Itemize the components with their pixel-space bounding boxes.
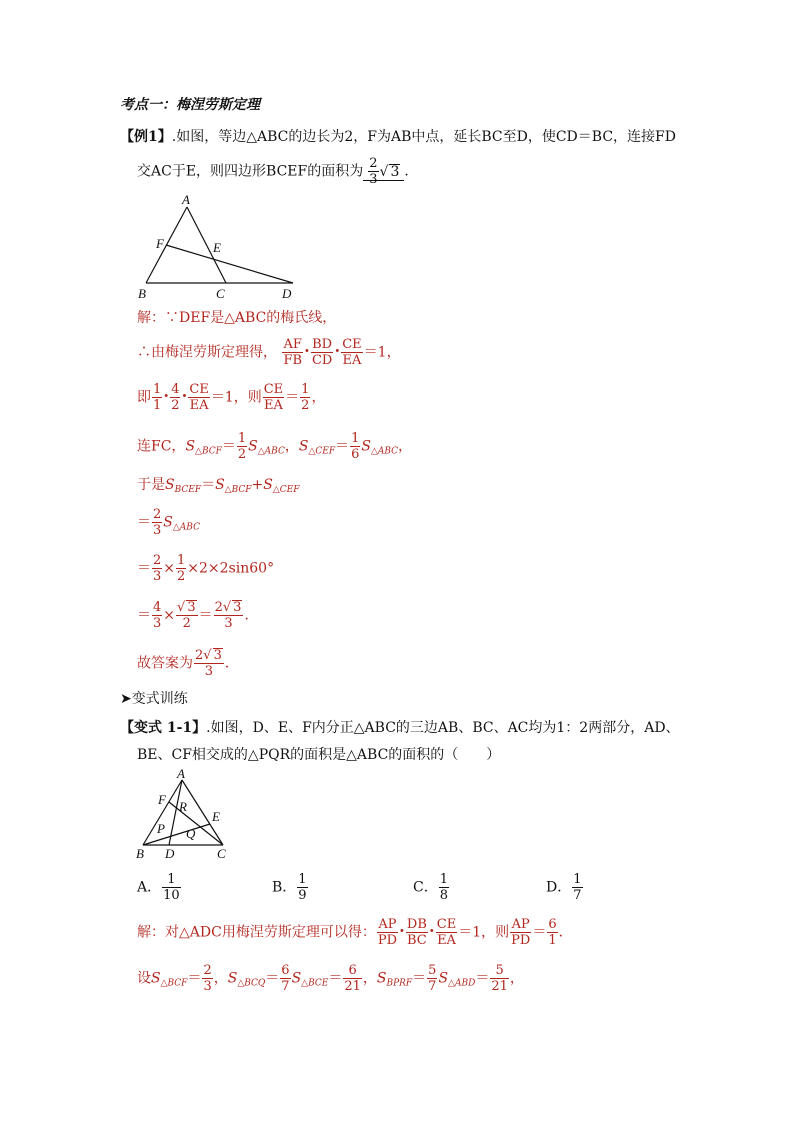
option-c[interactable] xyxy=(413,872,450,903)
area-sub: △ABC xyxy=(370,446,399,457)
frac-den: 3 xyxy=(153,616,162,631)
option-letter: C． xyxy=(413,879,438,896)
label-A: A xyxy=(182,192,190,207)
label-F: F xyxy=(158,792,166,807)
vsol-line1-mid: ＝1，则 xyxy=(458,924,510,941)
sol1-line3-mid: ＝1，则 xyxy=(210,389,262,406)
frac-num: 6 xyxy=(548,917,557,932)
frac-den: 9 xyxy=(298,888,307,903)
frac-den: EA xyxy=(437,933,456,948)
frac-den: 1 xyxy=(153,398,162,413)
frac-den: 7 xyxy=(573,888,582,903)
sol1-line3-pre: 即 xyxy=(137,389,151,406)
sol1-line6: ＝ $\frac{2}{3}$ $S_{\triangle ABC}$ xyxy=(137,507,200,538)
area-sub: △BCE xyxy=(301,978,329,989)
frac-num: CE xyxy=(342,337,362,352)
frac-num: AP xyxy=(378,917,397,932)
frac-num: 5 xyxy=(428,963,437,978)
option-d[interactable] xyxy=(546,872,584,903)
frac-den: EA xyxy=(264,398,283,413)
frac-den: PD xyxy=(511,933,531,948)
label-B: B xyxy=(138,286,146,301)
area-sub: △ABC xyxy=(257,446,285,457)
variant1-tag: 【变式 1-1】 xyxy=(120,720,207,736)
label-E: E xyxy=(213,240,221,255)
frac-den: 2 xyxy=(237,447,247,462)
coef: 2 xyxy=(214,600,223,615)
example1-text2: 交AC于E，则四边形BCEF的面积为 xyxy=(137,163,364,180)
frac-num: 1 xyxy=(439,872,448,887)
area-sub: △CEF xyxy=(272,485,300,495)
example1-tag: 【例1】 xyxy=(120,129,172,145)
sol1-line2-end: ＝1， xyxy=(363,344,401,361)
label-C: C xyxy=(216,286,225,301)
answer-num: 2 xyxy=(369,156,378,171)
sol1-line2-text: ∴由梅涅劳斯定理得， xyxy=(137,344,277,361)
sol1-line7-tail: ×2×2sin60° xyxy=(187,560,275,577)
sol1-line1: 解：∵DEF是△ABC的梅氏线， xyxy=(137,310,337,326)
label-A: A xyxy=(177,766,185,781)
example1-answer: $\frac{2}{3}$ √ 3 xyxy=(363,164,404,181)
sol1-line7: ＝ $\frac{2}{3}$ × $\frac{1}{2}$ ×2×2sin60° xyxy=(137,553,275,584)
edge-FD xyxy=(166,245,293,283)
answer-rad: 3 xyxy=(390,163,400,180)
area-sub: BCEF xyxy=(174,485,202,495)
frac-den: 10 xyxy=(163,888,180,903)
label-E: E xyxy=(212,809,220,824)
option-letter: B． xyxy=(272,879,297,896)
vsol-line1-pre: 解：对△ADC用梅涅劳斯定理可以得： xyxy=(137,924,376,941)
vsol-line1: 解：对△ADC用梅涅劳斯定理可以得： $\frac{AP}{PD}$ • $\frac{DB}{BC}$ • $\frac{CE}{EA}$ ＝1，则 $\frac{AP}{PD}$ ＝ $\frac{6}{1}$ ． xyxy=(137,917,573,948)
frac-den: 6 xyxy=(351,447,360,462)
variant1-line1 xyxy=(120,718,680,738)
radicand: 3 xyxy=(187,600,196,615)
frac-den: 2 xyxy=(177,569,186,584)
variant1-text1: .如图，D、E、F内分正△ABC的三边AB、BC、AC均为1：2两部分，AD、 xyxy=(206,720,680,736)
frac-num: CE xyxy=(189,382,209,397)
example1-figure xyxy=(130,190,310,305)
area-sub: △ABC xyxy=(172,522,200,533)
frac-num: 6 xyxy=(281,963,290,978)
label-D: D xyxy=(165,846,175,861)
label-Q: Q xyxy=(186,826,196,841)
frac-den: EA xyxy=(342,353,362,368)
coef: 2 xyxy=(195,648,204,663)
frac-den: 3 xyxy=(203,979,212,994)
area-sub: △BCF xyxy=(195,446,222,457)
label-C: C xyxy=(217,846,226,861)
area-sub: △ABD xyxy=(448,978,476,989)
frac-den: EA xyxy=(189,398,209,413)
label-P: P xyxy=(157,821,165,836)
frac-den: 2 xyxy=(182,616,191,631)
sol1-line9-pre: 故答案为 xyxy=(137,655,193,672)
area-sub: △BCQ xyxy=(237,978,266,989)
option-b[interactable] xyxy=(272,872,309,903)
area-symbol: S xyxy=(185,438,196,455)
vsol-line1-end: ． xyxy=(558,924,573,941)
section-heading: 考点一：梅涅劳斯定理 xyxy=(120,97,260,113)
example1-text1: .如图，等边△ABC的边长为2，F为AB中点，延长BC至D，使CD＝BC，连接FD xyxy=(171,129,676,145)
frac-den: 7 xyxy=(281,979,290,994)
frac-num: 1 xyxy=(237,431,247,446)
vsol-line2: 设$S_{\triangle BCF}=$ $\frac{2}{3}$ ，$S_{\triangle BCQ}=$ $\frac{6}{7}$ $S_{\triangle BCE}=$ $\frac{6}{21}$ ，$S_{BPRF}=$ $\frac{5}{7}$ $S_{\triangle ABD}=$ $\frac{5}{21}$ ， xyxy=(137,963,524,994)
frac-num: 1 xyxy=(301,382,310,397)
example1-line2 xyxy=(137,156,418,187)
frac-num: 1 xyxy=(298,872,307,887)
frac-num: 4 xyxy=(171,382,180,397)
sol1-line3-end: ， xyxy=(311,389,326,406)
frac-den: 8 xyxy=(439,888,448,903)
option-letter: A． xyxy=(137,879,162,896)
area-sub: △BCF xyxy=(160,978,188,989)
sol1-line5: 于是$S_{BCEF}=S_{\triangle BCF}+S_{\triangle CEF}$ xyxy=(137,477,300,495)
frac-num: DB xyxy=(406,917,427,932)
variant1-figure xyxy=(130,765,240,865)
example1-text2-end: ． xyxy=(404,163,419,180)
variant-heading: ➤变式训练 xyxy=(120,691,188,707)
sol1-line4: 连FC，$S_{\triangle BCF}=$ $\frac{1}{2}$ $S_{\triangle ABC}$，$S_{\triangle CEF}=$ $\frac{1}{6}$ $S_{\triangle ABC}$， xyxy=(137,431,413,462)
frac-den: 3 xyxy=(224,616,233,631)
frac-den: 2 xyxy=(171,398,180,413)
frac-den: 3 xyxy=(204,664,214,679)
frac-den: CD xyxy=(311,353,333,368)
sol1-line2: ∴由梅涅劳斯定理得， $\frac{AF}{FB}$ • $\frac{BD}{CD}$ • $\frac{CE}{EA}$ ＝1， xyxy=(137,337,401,368)
option-a[interactable] xyxy=(137,872,182,903)
sol1-line3: 即 $\frac{1}{1}$ • $\frac{4}{2}$ • $\frac{CE}{EA}$ ＝1，则 $\frac{CE}{EA}$ ＝ $\frac{1}{2}$ ， xyxy=(137,382,326,413)
frac-num: 1 xyxy=(351,431,360,446)
frac-num: 1 xyxy=(573,872,582,887)
frac-den: 7 xyxy=(428,979,437,994)
area-symbol: S xyxy=(298,438,309,455)
frac-num: 4 xyxy=(153,600,162,615)
frac-num: 2 xyxy=(153,507,162,522)
option-letter: D． xyxy=(546,879,572,896)
frac-den: 21 xyxy=(491,979,508,994)
frac-num: AF xyxy=(283,337,302,352)
area-sub: △CEF xyxy=(308,446,336,457)
frac-num: CE xyxy=(263,382,284,397)
frac-num: BD xyxy=(312,337,333,352)
frac-den: BC xyxy=(407,933,427,948)
frac-den: 21 xyxy=(344,979,361,994)
frac-num: AP xyxy=(511,917,530,932)
frac-num: 5 xyxy=(490,963,509,979)
frac-den: FB xyxy=(283,353,303,368)
radicand: 3 xyxy=(213,648,222,663)
sol1-line4-pre: 连FC， xyxy=(137,438,186,455)
frac-num: 1 xyxy=(162,872,181,888)
vsol-line2-pre: 设 xyxy=(137,970,151,987)
area-sub: △BCF xyxy=(224,485,252,495)
frac-num: 2 xyxy=(203,963,212,978)
label-F: F xyxy=(156,236,164,251)
label-D: D xyxy=(282,286,292,301)
frac-num: CE xyxy=(436,917,457,932)
sol1-line5-pre: 于是 xyxy=(137,477,165,493)
area-sub: BPRF xyxy=(386,978,413,989)
sol1-line8: ＝ $\frac{4}{3}$ × $\frac{√ 3}{2}$ ＝ $\frac{2√ 3}{3}$ ． xyxy=(137,600,259,631)
frac-num: 1 xyxy=(153,382,162,397)
frac-num: 2 xyxy=(153,553,162,568)
label-B: B xyxy=(136,846,144,861)
sol1-line9: 故答案为 $\frac{2√ 3}{3}$ ． xyxy=(137,648,239,679)
variant1-line2: BE、CF相交成的△PQR的面积是△ABC的面积的（ ） xyxy=(137,747,501,763)
example1-line1 xyxy=(120,127,676,147)
frac-den: 1 xyxy=(548,933,557,948)
frac-den: 2 xyxy=(301,398,310,413)
answer-den: 3 xyxy=(369,172,378,187)
frac-den: 3 xyxy=(153,523,162,538)
frac-den: 3 xyxy=(153,569,162,584)
frac-num: 1 xyxy=(177,553,186,568)
frac-num: 6 xyxy=(343,963,362,979)
label-R: R xyxy=(179,799,187,814)
radicand: 3 xyxy=(233,600,242,615)
frac-den: PD xyxy=(377,933,397,948)
